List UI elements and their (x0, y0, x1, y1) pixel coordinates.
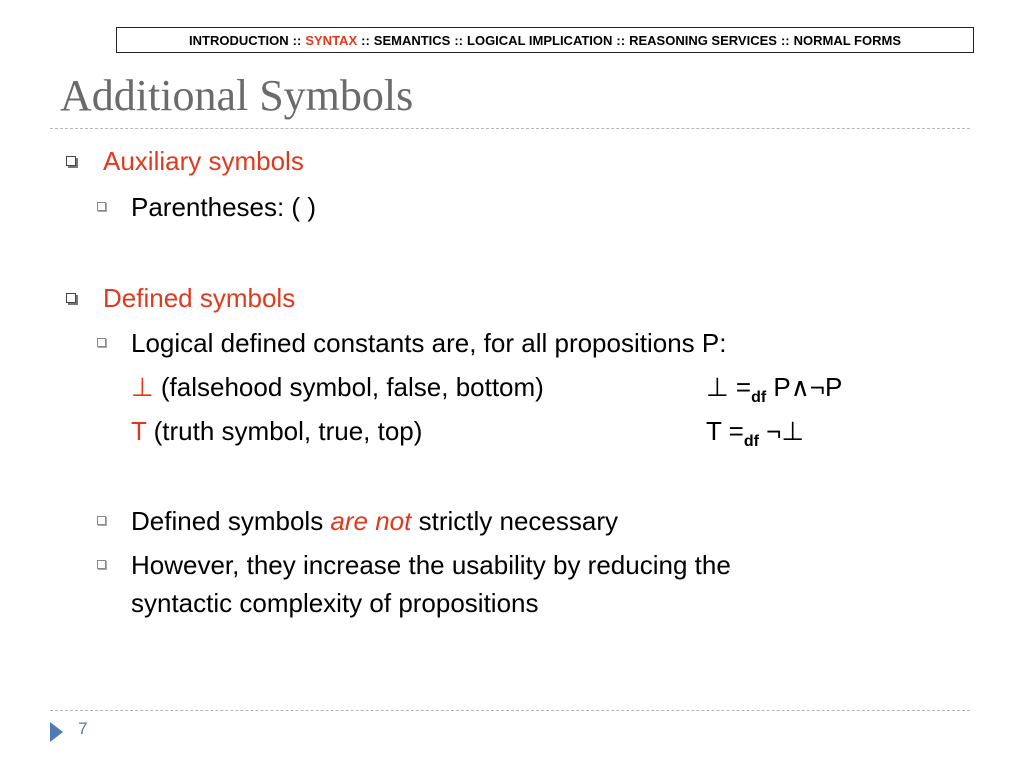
defined-intro: Logical defined constants are, for all propositions P: (131, 328, 727, 358)
top-definition (706, 415, 804, 458)
slide-title: Additional Symbols (60, 71, 414, 120)
top-def-symbol: T = (706, 416, 744, 446)
bottom-def-subscript: df (751, 389, 767, 406)
necessary-item (131, 505, 618, 537)
bottom-desc-text: (falsehood symbol, false, bottom) (153, 372, 544, 402)
top-desc-text: (truth symbol, true, top) (146, 416, 423, 446)
nav-item-introduction[interactable]: INTRODUCTION (189, 32, 289, 48)
bottom-description (131, 371, 544, 403)
play-arrow-icon[interactable] (50, 722, 63, 742)
top-description (131, 415, 422, 447)
necessary-after: strictly necessary (411, 506, 618, 536)
bullet-box-icon (97, 338, 106, 347)
nav-item-reasoning-services[interactable]: REASONING SERVICES (629, 32, 777, 48)
nav-item-semantics[interactable]: SEMANTICS (373, 32, 451, 48)
parentheses-item: Parentheses: ( ) (131, 192, 316, 222)
necessary-emphasis: are not (330, 506, 412, 536)
nav-separator: :: (780, 32, 790, 48)
section-navigation (116, 27, 974, 53)
defined-heading: Defined symbols (103, 283, 296, 313)
bullet-box-icon (66, 156, 76, 166)
bullet-box-icon (97, 560, 106, 569)
bottom-def-symbol: ⊥ = (706, 372, 752, 402)
bullet-box-icon (97, 202, 106, 211)
nav-separator: :: (616, 32, 626, 48)
bottom-definition (706, 371, 842, 414)
auxiliary-heading: Auxiliary symbols (103, 146, 304, 176)
nav-item-syntax[interactable]: SYNTAX (305, 32, 358, 48)
nav-separator: :: (454, 32, 464, 48)
top-def-expression: ¬⊥ (758, 416, 804, 446)
nav-separator: :: (361, 32, 370, 48)
nav-separator: :: (292, 32, 302, 48)
bottom-def-expression: P∧¬P (766, 372, 843, 402)
title-divider (50, 128, 970, 129)
page-number: 7 (78, 719, 88, 738)
top-symbol: T (131, 416, 147, 446)
top-def-subscript: df (743, 433, 759, 450)
nav-item-logical-implication[interactable]: LOGICAL IMPLICATION (467, 32, 613, 48)
bottom-symbol: ⊥ (131, 372, 154, 402)
nav-item-normal-forms[interactable]: NORMAL FORMS (793, 32, 901, 48)
bullet-box-icon (97, 516, 106, 525)
bullet-box-icon (66, 293, 76, 303)
usability-line-1: However, they increase the usability by reducing the (131, 550, 731, 580)
usability-line-2: syntactic complexity of propositions (131, 588, 539, 618)
necessary-before: Defined symbols (131, 506, 331, 536)
footer-divider (50, 710, 970, 711)
